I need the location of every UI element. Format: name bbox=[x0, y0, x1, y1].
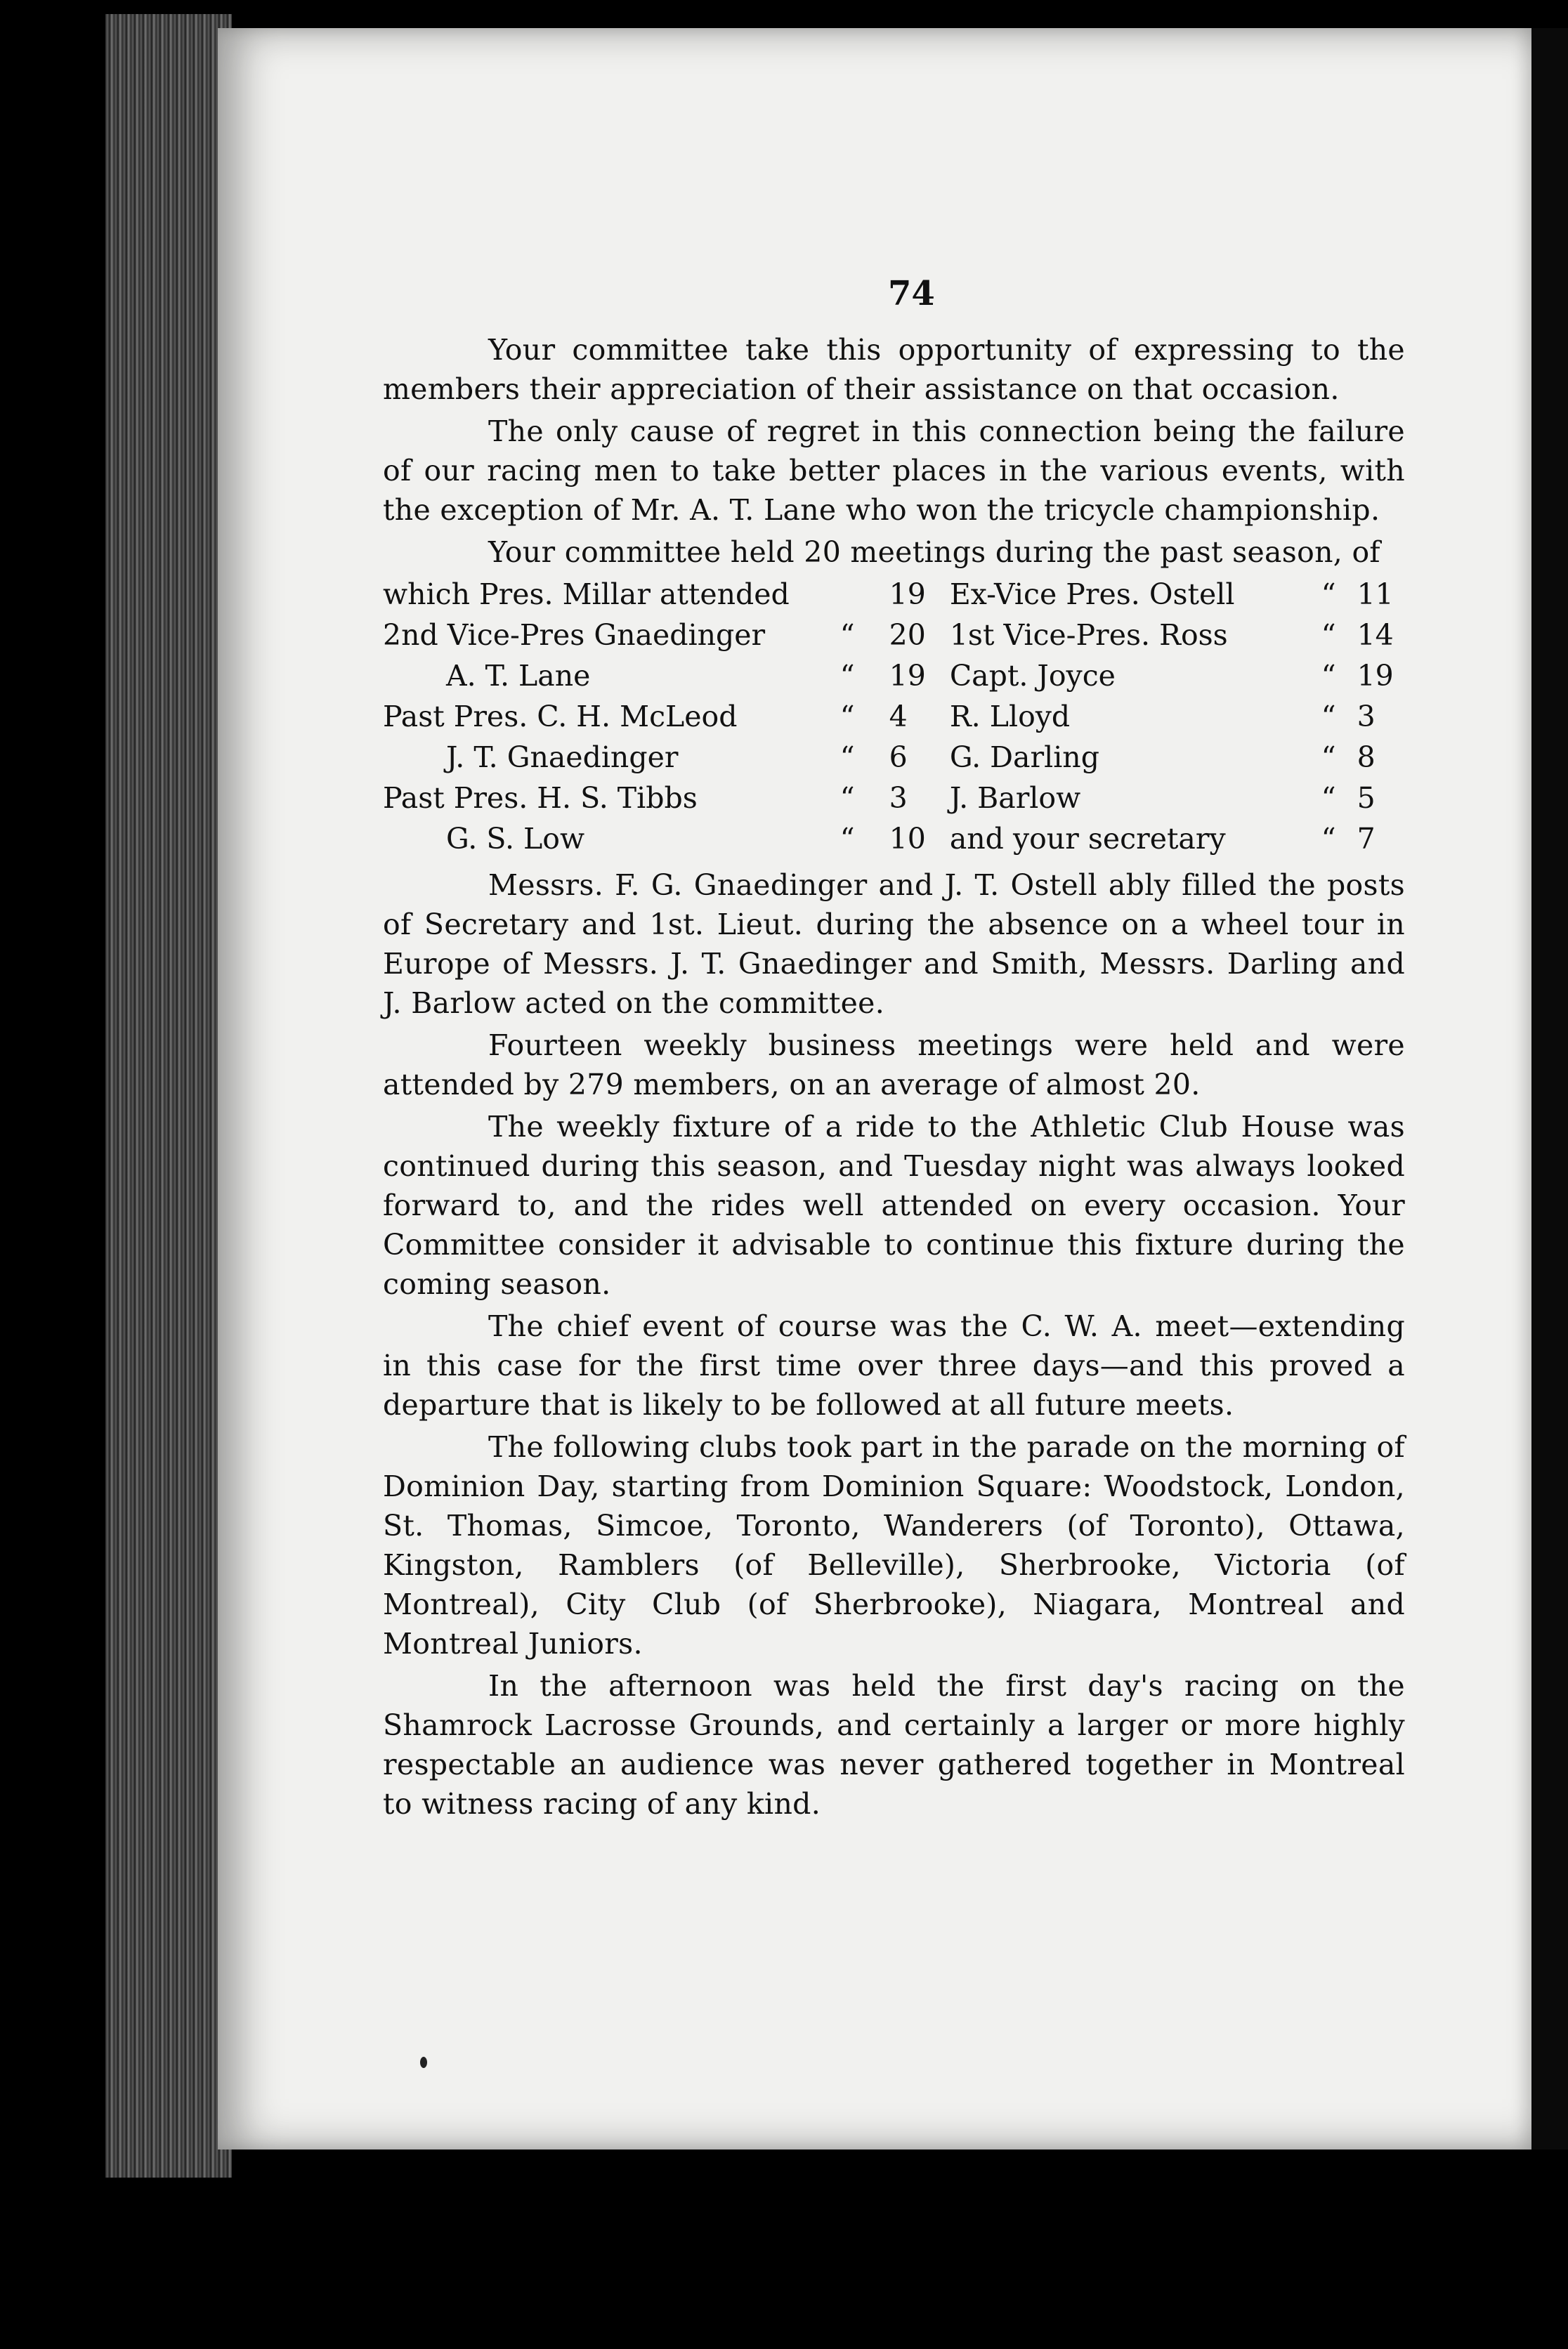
member-name: 1st Vice-Pres. Ross bbox=[949, 618, 1228, 652]
table-row bbox=[383, 738, 1405, 778]
page-body bbox=[383, 330, 1405, 1826]
member-name: Capt. Joyce bbox=[949, 659, 1116, 693]
meeting-count: 11 bbox=[1357, 577, 1394, 611]
ditto-mark bbox=[840, 575, 889, 615]
ditto-mark: “ bbox=[1321, 659, 1336, 693]
meeting-count: 4 bbox=[889, 700, 908, 733]
ditto-mark: “ bbox=[1321, 781, 1336, 815]
table-row bbox=[383, 819, 1405, 860]
member-name: R. Lloyd bbox=[949, 700, 1071, 733]
attendance-table bbox=[383, 575, 1405, 860]
member-name: J. T. Gnaedinger bbox=[446, 740, 679, 774]
table-row bbox=[383, 697, 1405, 738]
meeting-count: 19 bbox=[1357, 659, 1394, 693]
member-name: Past Pres. H. S. Tibbs bbox=[383, 781, 698, 815]
ditto-mark: “ bbox=[1321, 822, 1336, 856]
meeting-count: 10 bbox=[889, 822, 926, 856]
meeting-count: 8 bbox=[1357, 740, 1376, 774]
meeting-count: 6 bbox=[889, 740, 908, 774]
table-row bbox=[383, 778, 1405, 819]
paragraph-racing-day: In the afternoon was held the first day's racing on the Shamrock Lacrosse Grounds, and certainly a larger or more highly respectable an audience was never gathered together in Montreal to witness racing of any kind. bbox=[383, 1669, 1405, 1821]
paragraph-cwa-meet: The chief event of course was the C. W. A. meet—extending in this case for the first time over three days—and this proved a departure that is likely to be followed at all future meets. bbox=[383, 1309, 1405, 1422]
paragraph-weekly-fixture: The weekly fixture of a ride to the Athletic Club House was continued during this season, and Tuesday night was always looked forward to, and the rides well attended on every occasion. Your Committee consider it advisable to continue this fixture during the coming season. bbox=[383, 1110, 1405, 1301]
page-number: 74 bbox=[888, 274, 935, 313]
ditto-mark: “ bbox=[839, 740, 855, 774]
member-name: and your secretary bbox=[949, 822, 1226, 856]
ditto-mark: “ bbox=[839, 781, 855, 815]
ditto-mark: “ bbox=[839, 618, 855, 652]
table-row bbox=[383, 575, 1405, 615]
ditto-mark: “ bbox=[839, 822, 855, 856]
member-name: G. S. Low bbox=[446, 822, 585, 856]
ditto-mark: “ bbox=[1321, 618, 1336, 652]
meeting-count: 19 bbox=[889, 659, 926, 693]
member-name: which Pres. Millar attended bbox=[383, 577, 790, 611]
paragraph-regret: The only cause of regret in this connection being the failure of our racing men to take better places in the various events, with the exception of Mr. A. T. Lane who won the tricycle championship. bbox=[383, 414, 1405, 527]
paragraph-meetings-intro: Your committee held 20 meetings during the past season, of bbox=[488, 535, 1380, 569]
member-name: Past Pres. C. H. McLeod bbox=[383, 700, 738, 733]
meeting-count: 19 bbox=[889, 577, 926, 611]
meeting-count: 7 bbox=[1357, 822, 1376, 856]
table-row bbox=[383, 615, 1405, 656]
book-page-edges bbox=[105, 14, 232, 2178]
ditto-mark: “ bbox=[1321, 700, 1336, 733]
ditto-mark: “ bbox=[1321, 740, 1336, 774]
paragraph-acting-officers: Messrs. F. G. Gnaedinger and J. T. Ostell ably filled the posts of Secretary and 1st. Lieut. during the absence on a wheel tour in Europe of Messrs. J. T. Gnaedinger and Smith, Messrs. Darling and J. Barlow acted on the committee. bbox=[383, 868, 1405, 1020]
ditto-mark: “ bbox=[1321, 577, 1336, 611]
member-name: J. Barlow bbox=[949, 781, 1081, 815]
paragraph-appreciation: Your committee take this opportunity of expressing to the members their appreciation of their assistance on that occasion. bbox=[383, 333, 1405, 406]
ink-mark bbox=[420, 2057, 427, 2068]
meeting-count: 5 bbox=[1357, 781, 1376, 815]
member-name: 2nd Vice-Pres Gnaedinger bbox=[383, 618, 766, 652]
meeting-count: 3 bbox=[889, 781, 908, 815]
meeting-count: 14 bbox=[1357, 618, 1394, 652]
ditto-mark: “ bbox=[839, 659, 855, 693]
meeting-count: 20 bbox=[889, 618, 926, 652]
ditto-mark: “ bbox=[839, 700, 855, 733]
member-name: A. T. Lane bbox=[446, 659, 591, 693]
meeting-count: 3 bbox=[1357, 700, 1376, 733]
table-row bbox=[383, 656, 1405, 697]
member-name: Ex-Vice Pres. Ostell bbox=[949, 577, 1235, 611]
member-name: G. Darling bbox=[949, 740, 1099, 774]
paragraph-business-meetings: Fourteen weekly business meetings were held and were attended by 279 members, on an average of almost 20. bbox=[383, 1028, 1405, 1101]
scan-border bbox=[1531, 28, 1568, 2150]
paragraph-parade-clubs: The following clubs took part in the parade on the morning of Dominion Day, starting from Dominion Square: Woodstock, London, St. Thomas, Simcoe, Toronto, Wanderers (of Toronto), Ottawa, Kingston, Ramblers (of Belleville), Sherbrooke, Victoria (of Montreal), City Club (of Sherbrooke), Niagara, Montreal and Montreal Juniors. bbox=[383, 1430, 1405, 1661]
